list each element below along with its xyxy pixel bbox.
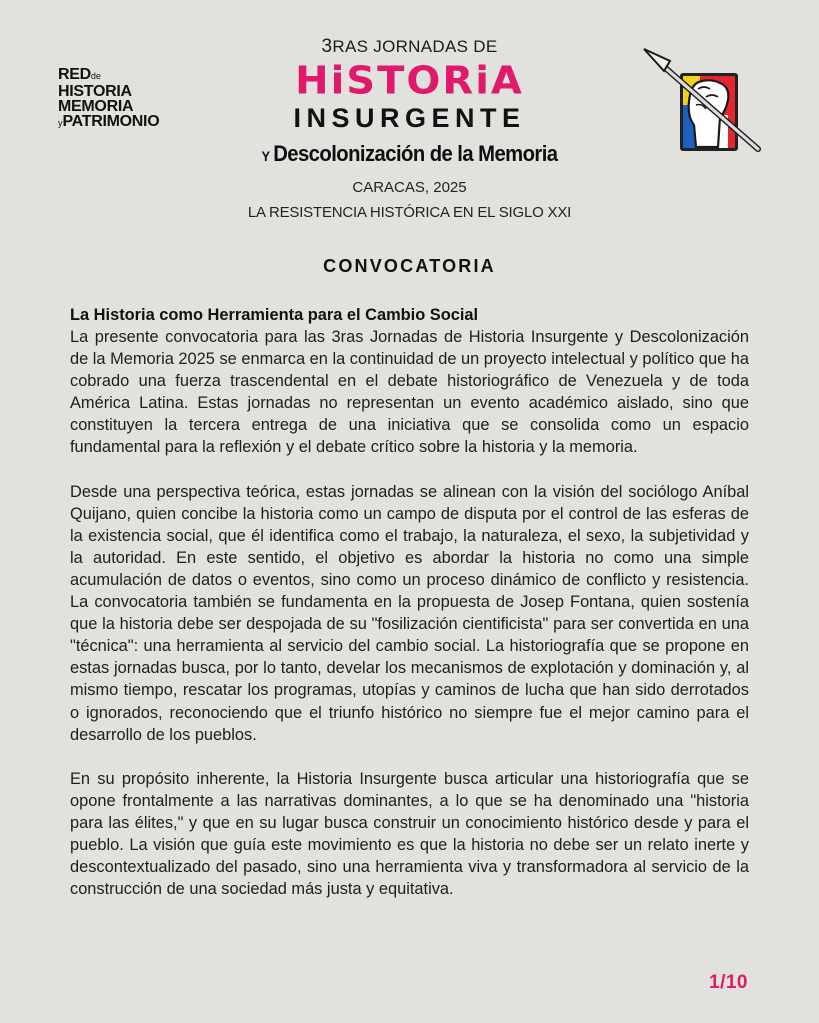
event-location-year: CARACAS, 2025 — [352, 179, 467, 196]
historia-wordmark: HiSTORiA — [295, 59, 524, 103]
logo-word-patrimonio: PATRIMONIO — [62, 113, 160, 130]
paragraph-theory: Desde una perspectiva teórica, estas jornadas se alinean con la visión del sociólogo Aníbal Quijano, quien concibe la historia como un campo de disputa por el control de las esferas de la existencia social, que él identifica como el trabajo, la naturaleza, el sexo, la subjetividad y la autoridad. En este sentido, el objetivo es abordar la historia no como una simple acumulación de datos o eventos, sino como un proceso dinámico de conflicto y resistencia. La convocatoria también se fundamenta en la propuesta de Josep Fontana, quien sostenía que la historia debe ser despojada de su "fosilización cientificista" para ser convertida en una "técnica": una herramienta al servicio del cambio social. La historiografía que se propone en estas jornadas busca, por lo tanto, develar los mecanismos de explotación y dominación y, al mismo tiempo, rescatar los programas, utopías y caminos de lucha que han sido derrotados o ignorados, reconociendo que el triunfo histórico no siempre fue el mejor camino para el desarrollo de los pueblos. — [70, 482, 749, 744]
content-heading: La Historia como Herramienta para el Cambio Social — [70, 306, 479, 324]
event-title-insurgente: INSURGENTE — [293, 103, 526, 133]
raised-fist-with-spear-icon — [640, 45, 765, 155]
paragraph-intro: La presente convocatoria para las 3ras Jornadas de Historia Insurgente y Descolonización de la Memoria 2025 se enmarca en la continuidad de un proyecto intelectual y político que ha cobrado una fuerza trascendental en el debate historiográfico de Venezuela y de toda América Latina. Estas jornadas no representan un evento académico aislado, sino que constituyen la tercera entrega de una iniciativa que se consolida como un espacio fundamental para la reflexión y el debate crítico sobre la historia y la memoria. — [70, 328, 749, 457]
event-edition: 3RAS JORNADAS DE — [321, 36, 498, 57]
logo-word-de: de — [90, 71, 101, 81]
call-for-papers-body — [70, 304, 749, 922]
logo-word-y: y — [58, 118, 63, 128]
page-number: 1/10 — [709, 972, 748, 993]
event-title-descolonizacion: Y Descolonización de la Memoria — [261, 141, 558, 166]
logo-word-historia: HISTORIA — [58, 83, 132, 100]
logo-word-red: RED — [58, 66, 91, 83]
section-title: CONVOCATORIA — [323, 256, 496, 276]
logo-word-memoria: MEMORIA — [58, 98, 134, 115]
paragraph-purpose: En su propósito inherente, la Historia Insurgente busca articular una historiografía que se opone frontalmente a las narrativas dominantes, a lo que se ha denominado una "historia para las élites," y que en su lugar busca construir un conocimiento histórico desde y para el pueblo. La visión que guía este movimiento es que la historia no debe ser un relato inerte y descontextualizado del pasado, sino una herramienta viva y transformadora al servicio de la construcción de una sociedad más justa y equitativa. — [70, 769, 749, 899]
event-subtitle: LA RESISTENCIA HISTÓRICA EN EL SIGLO XXI — [247, 204, 572, 221]
